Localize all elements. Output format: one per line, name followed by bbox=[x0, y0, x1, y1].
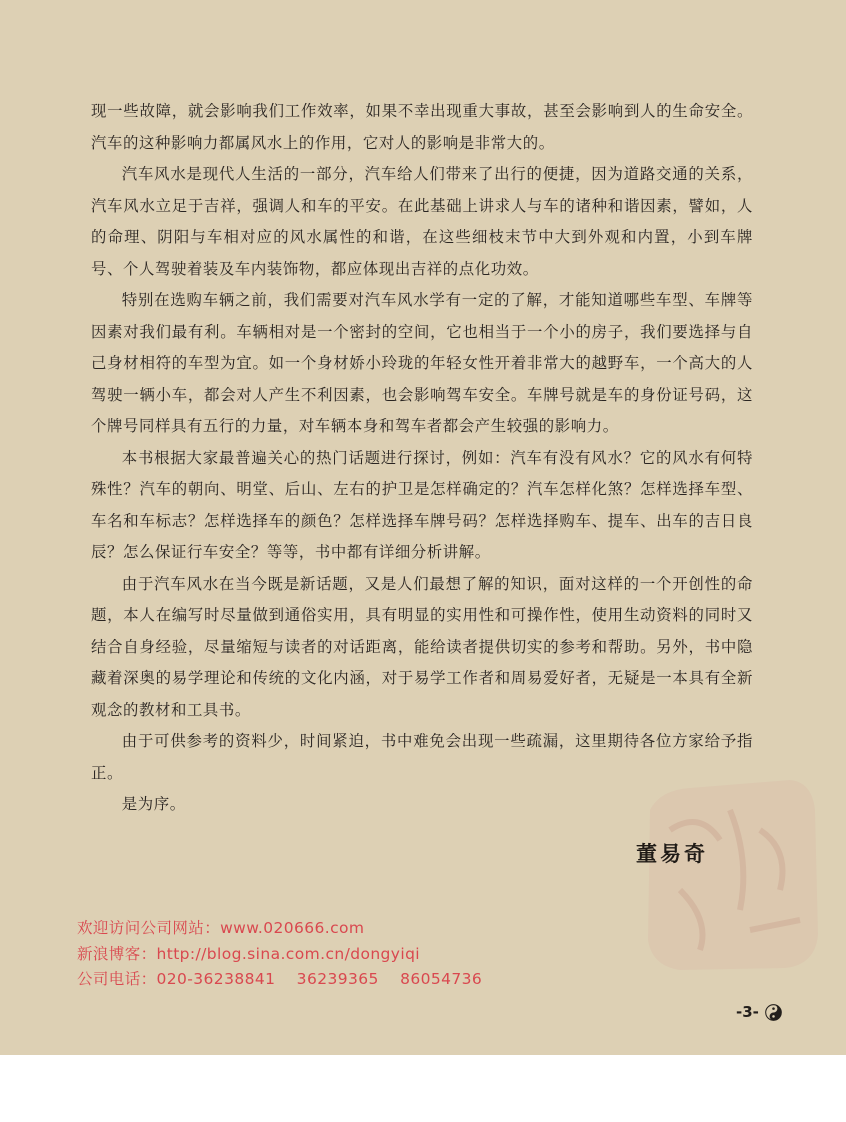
seal-stamp-watermark bbox=[640, 770, 820, 975]
yin-yang-icon bbox=[765, 1004, 782, 1021]
paragraph: 特别在选购车辆之前，我们需要对汽车风水学有一定的了解，才能知道哪些车型、车牌等因素对我们最有利。车辆相对是一个密封的空间，它也相当于一个小的房子，我们要选择与自己身材相符的车型为宜。如一个身材娇小玲珑的年轻女性开着非常大的越野车，一个高大的人驾驶一辆小车，都会对人产生不利因素，也会影响驾车安全。车牌号就是车的身份证号码，这个牌号同样具有五行的力量，对车辆本身和驾车者都会产生较强的影响力。 bbox=[91, 291, 753, 435]
paragraph: 汽车风水是现代人生活的一部分，汽车给人们带来了出行的便捷，因为道路交通的关系，汽车风水立足于吉祥，强调人和车的平安。在此基础上讲求人与车的诸种和谐因素，譬如，人的命理、阴阳与车相对应的风水属性的和谐，在这些细枝末节中大到外观和内置，小到车牌号、个人驾驶着装及车内装饰物，都应体现出吉祥的点化功效。 bbox=[91, 165, 753, 278]
paragraph: 本书根据大家最普遍关心的热门话题进行探讨，例如：汽车有没有风水？它的风水有何特殊性？汽车的朝向、明堂、后山、左右的护卫是怎样确定的？汽车怎样化煞？怎样选择车型、车名和车标志？怎样选择车的颜色？怎样选择车牌号码？怎样选择购车、提车、出车的吉日良辰？怎么保证行车安全？等等，书中都有详细分析讲解。 bbox=[91, 448, 753, 561]
paragraph: 现一些故障，就会影响我们工作效率，如果不幸出现重大事故，甚至会影响到人的生命安全。汽车的这种影响力都属风水上的作用，它对人的影响是非常大的。 bbox=[91, 102, 753, 152]
contact-info bbox=[77, 916, 482, 993]
paragraph: 由于可供参考的资料少，时间紧迫，书中难免会出现一些疏漏，这里期待各位方家给予指正。 bbox=[91, 732, 753, 782]
phone-line: 公司电话：020-36238841 36239365 86054736 bbox=[77, 970, 483, 988]
paragraph: 由于汽车风水在当今既是新话题，又是人们最想了解的知识，面对这样的一个开创性的命题，本人在编写时尽量做到通俗实用，具有明显的实用性和可操作性，使用生动资料的同时又结合自身经验，尽量缩短与读者的对话距离，能给读者提供切实的参考和帮助。另外，书中隐藏着深奥的易学理论和传统的文化内涵，对于易学工作者和周易爱好者，无疑是一本具有全新观念的教材和工具书。 bbox=[91, 574, 753, 719]
page-number bbox=[736, 1003, 782, 1021]
paragraph: 是为序。 bbox=[121, 795, 186, 813]
preface-body bbox=[91, 96, 753, 821]
blog-line: 新浪博客：http://blog.sina.com.cn/dongyiqi bbox=[77, 944, 421, 963]
website-line: 欢迎访问公司网站：www.020666.com bbox=[77, 919, 365, 937]
author-signature: 董易奇 bbox=[636, 841, 708, 866]
scan-margin bbox=[0, 1055, 846, 1122]
page-number-text: -3- bbox=[736, 1003, 759, 1021]
